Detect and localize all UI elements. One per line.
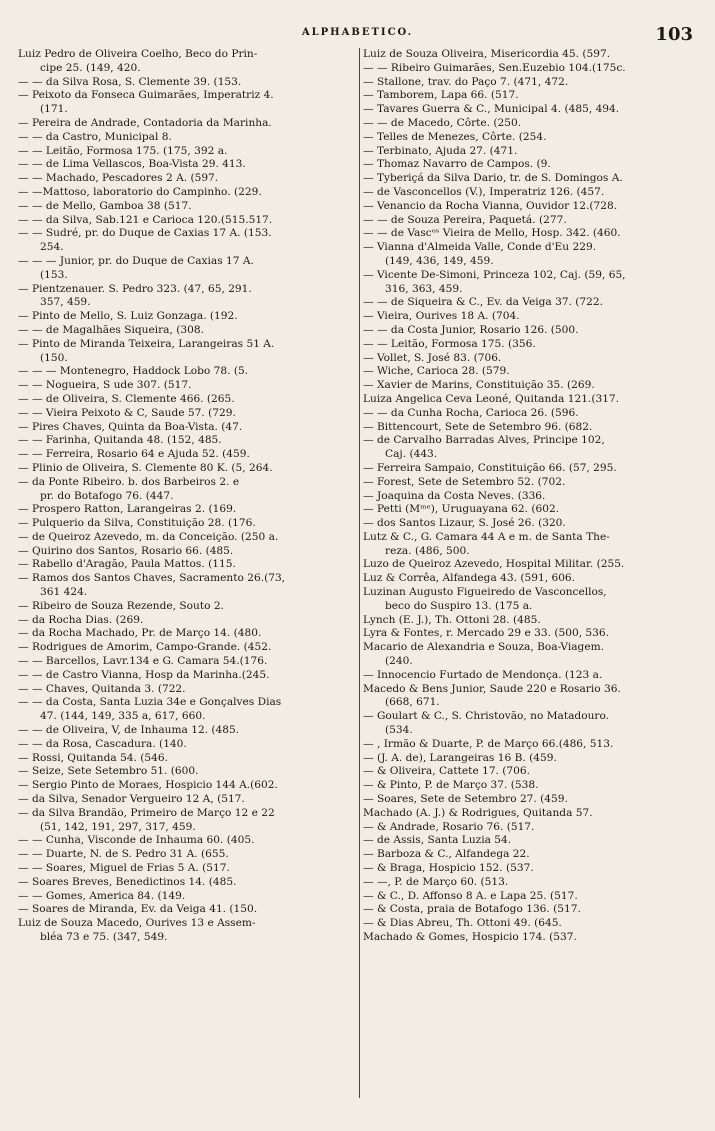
directory-entry-line: — — Ferreira, Rosario 64 e Ajuda 52. (459.: [18, 448, 250, 461]
directory-entry-line: — — — Junior, pr. do Duque de Caxias 17 A.: [18, 254, 254, 267]
directory-entry-line: — — Vieira Peixoto & C, Saude 57. (729.: [18, 406, 236, 419]
directory-entry-line: Luiza Angelica Ceva Leoné, Quitanda 121.(317.: [363, 392, 620, 405]
directory-entry-line: — Tamborem, Lapa 66. (517.: [363, 89, 519, 102]
directory-entry-line: — Pinto de Mello, S. Luiz Gonzaga. (192.: [18, 310, 238, 323]
directory-entry-line: — & Dias Abreu, Th. Ottoni 49. (645.: [363, 917, 562, 930]
directory-entry-line: Luiz de Souza Oliveira, Misericordia 45. (597.: [363, 48, 611, 60]
directory-entry-line: — Vianna d'Almeida Valle, Conde d'Eu 229.: [363, 241, 597, 254]
directory-entry-line: (150.: [40, 351, 68, 364]
directory-entry-line: — Thomaz Navarro de Campos. (9.: [363, 158, 551, 171]
directory-entry-line: Luiz Pedro de Oliveira Coelho, Beco do Prin-: [18, 48, 258, 60]
directory-entry-line: bléa 73 e 75. (347, 549.: [40, 931, 168, 943]
directory-entry-line: — — de Mello, Gamboa 38 (517.: [18, 199, 192, 212]
directory-entry-line: — Telles de Menezes, Côrte. (254.: [363, 130, 547, 143]
directory-entry-line: — da Rocha Dias. (269.: [18, 613, 144, 626]
directory-entry-line: — & Oliveira, Cattete 17. (706.: [363, 765, 531, 778]
directory-entry-line: pr. do Botafogo 76. (447.: [40, 489, 174, 502]
directory-entry-line: (153.: [40, 268, 68, 281]
directory-entry-line: Macario de Alexandria e Souza, Boa-Viagem.: [363, 641, 605, 654]
directory-entry-line: beco do Suspiro 13. (175 a.: [385, 599, 533, 612]
directory-entry-line: — , Irmão & Duarte, P. de Março 66.(486, 513.: [363, 737, 614, 750]
directory-entry-line: — —, P. de Março 60. (513.: [363, 875, 509, 888]
page-header: [0, 24, 715, 46]
directory-entry-line: Luzinan Augusto Figueiredo de Vasconcellos,: [363, 586, 607, 599]
directory-entry-line: Lutz & C., G. Camara 44 A e m. de Santa The-: [363, 530, 610, 543]
directory-entry-line: Lynch (E. J.), Th. Ottoni 28. (485.: [363, 613, 541, 626]
directory-entry-line: — — Sudré, pr. do Duque de Caxias 17 A. (153.: [18, 227, 272, 240]
directory-entry-line: — Terbinato, Ajuda 27. (471.: [363, 144, 518, 157]
directory-entry-line: — Xavier de Marins, Constituição 35. (269.: [363, 379, 595, 392]
directory-entry-line: — Soares Breves, Benedictinos 14. (485.: [18, 875, 237, 888]
directory-entry-line: — Ribeiro de Souza Rezende, Souto 2.: [18, 599, 224, 612]
directory-entry-line: — Vieira, Ourives 18 A. (704.: [363, 310, 520, 323]
directory-entry-line: 316, 363, 459.: [385, 282, 463, 295]
directory-entry-line: — & Braga, Hospicio 152. (537.: [363, 862, 534, 875]
directory-entry-line: — Bittencourt, Sete de Setembro 96. (682.: [363, 420, 593, 433]
directory-entry-line: — (J. A. de), Larangeiras 16 B. (459.: [363, 751, 557, 764]
directory-entry-line: — — de Vascᵒˢ Vieira de Mello, Hosp. 342. (460.: [363, 227, 621, 240]
directory-entry-line: (240.: [385, 655, 413, 668]
directory-entry-line: — Rabello d'Aragão, Paula Mattos. (115.: [18, 558, 236, 571]
directory-entry-line: — — da Rosa, Cascadura. (140.: [18, 737, 187, 750]
directory-entry-line: — Vollet, S. José 83. (706.: [363, 351, 502, 364]
directory-entry-line: — & Andrade, Rosario 76. (517.: [363, 820, 535, 833]
directory-entry-line: reza. (486, 500.: [385, 544, 470, 557]
directory-entry-line: — de Vasconcellos (V.), Imperatriz 126. (457.: [363, 185, 605, 198]
directory-entry-line: — — Chaves, Quitanda 3. (722.: [18, 682, 186, 695]
directory-entry-line: Caj. (443.: [385, 448, 438, 461]
page-number: 103: [655, 24, 693, 45]
directory-entry-line: — Prospero Ratton, Larangeiras 2. (169.: [18, 503, 237, 516]
directory-entry-line: — Pinto de Miranda Teixeira, Larangeiras 51 A.: [18, 337, 275, 350]
directory-entry-line: — Sergio Pinto de Moraes, Hospicio 144 A.(602.: [18, 779, 278, 792]
directory-entry-line: — Pientzenauer. S. Pedro 323. (47, 65, 291.: [18, 282, 252, 295]
directory-entry-line: — Seize, Sete Setembro 51. (600.: [18, 765, 199, 778]
directory-entry-line: — Stallone, trav. do Paço 7. (471, 472.: [363, 75, 569, 88]
directory-entry-line: 47. (144, 149, 335 a, 617, 660.: [40, 710, 206, 723]
directory-entry-line: — — Ribeiro Guimarães, Sen.Euzebio 104.(175c.: [363, 61, 626, 74]
directory-entry-line: — — Barcellos, Lavr.134 e G. Camara 54.(176.: [18, 655, 268, 668]
directory-entry-line: — — Farinha, Quitanda 48. (152, 485.: [18, 434, 222, 447]
directory-entry-line: — Goulart & C., S. Christovão, no Matadouro.: [363, 710, 610, 723]
directory-entry-line: — — Cunha, Visconde de Inhauma 60. (405.: [18, 834, 255, 847]
directory-entry-line: — — de Souza Pereira, Paquetá. (277.: [363, 213, 567, 226]
directory-entry-line: — Soares, Sete de Setembro 27. (459.: [363, 793, 568, 806]
directory-entry-line: — — da Costa, Santa Luzia 34e e Gonçalves Dias: [18, 696, 282, 709]
directory-entry-line: 254.: [40, 241, 64, 254]
directory-entry-line: — da Ponte Ribeiro. b. dos Barbeiros 2. e: [18, 475, 240, 488]
directory-entry-line: — Rodrigues de Amorim, Campo-Grande. (452.: [18, 641, 272, 654]
directory-entry-line: — — de Magalhães Siqueira, (308.: [18, 323, 204, 336]
directory-entry-line: — — Soares, Miguel de Frias 5 A. (517.: [18, 862, 230, 875]
directory-entry-line: — — de Lima Vellascos, Boa-Vista 29. 413.: [18, 158, 246, 171]
directory-entry-line: (534.: [385, 724, 413, 737]
running-title: ALPHABETICO.: [301, 27, 414, 38]
directory-entry-line: — Quirino dos Santos, Rosario 66. (485.: [18, 544, 234, 557]
directory-entry-line: — Ramos dos Santos Chaves, Sacramento 26.(73,: [18, 572, 286, 585]
directory-entry-line: — — de Macedo, Côrte. (250.: [363, 116, 522, 129]
directory-entry-line: — Vicente De-Simoni, Princeza 102, Caj. (59, 65,: [363, 268, 626, 281]
directory-entry-line: — & Pinto, P. de Março 37. (538.: [363, 779, 539, 792]
directory-entry-line: — Pires Chaves, Quinta da Boa-Vista. (47.: [18, 420, 243, 433]
directory-entry-line: — Innocencio Furtado de Mendonça. (123 a.: [363, 668, 603, 681]
directory-entry-line: — da Rocha Machado, Pr. de Março 14. (480.: [18, 627, 262, 640]
directory-entry-line: cipe 25. (149, 420.: [40, 61, 141, 74]
directory-entry-line: — Wiche, Carioca 28. (579.: [363, 365, 510, 378]
directory-entry-line: — Petti (Mᵐᵉ), Uruguayana 62. (602.: [363, 503, 560, 516]
directory-entry-line: — Rossi, Quitanda 54. (546.: [18, 751, 169, 764]
directory-entry-line: — Tavares Guerra & C., Municipal 4. (485, 494.: [363, 103, 620, 116]
directory-entry-line: — Joaquina da Costa Neves. (336.: [363, 489, 546, 502]
directory-entry-line: — Pulquerio da Silva, Constituição 28. (176.: [18, 517, 256, 530]
directory-entry-line: — Peixoto da Fonseca Guimarães, Imperatriz 4.: [18, 89, 274, 102]
directory-entry-line: — de Queiroz Azevedo, m. da Conceição. (250 a.: [18, 530, 279, 543]
directory-entry-line: 361 424.: [40, 586, 88, 599]
directory-entry-line: — — da Silva Rosa, S. Clemente 39. (153.: [18, 75, 242, 88]
directory-entry-line: — Tyberiçá da Silva Dario, tr. de S. Domingos A.: [363, 172, 623, 185]
directory-entry-line: Lyra & Fontes, r. Mercado 29 e 33. (500, 536.: [363, 627, 610, 640]
directory-entry-line: — — Nogueira, S ude 307. (517.: [18, 379, 192, 392]
directory-entry-line: — de Carvalho Barradas Alves, Principe 102,: [363, 434, 605, 447]
directory-entry-line: — & C., D. Affonso 8 A. e Lapa 25. (517.: [363, 889, 578, 902]
directory-entry-line: — — de Siqueira & C., Ev. da Veiga 37. (722.: [363, 296, 604, 309]
directory-entry-line: Luzo de Queiroz Azevedo, Hospital Militar. (255.: [363, 558, 625, 571]
directory-entry-line: — — da Cunha Rocha, Carioca 26. (596.: [363, 406, 579, 419]
directory-entry-line: (171.: [40, 103, 68, 116]
directory-entry-line: — — de Castro Vianna, Hosp da Marinha.(245.: [18, 668, 270, 681]
directory-entry-line: — de Assis, Santa Luzia 54.: [363, 834, 512, 847]
directory-entry-line: — Soares de Miranda, Ev. da Veiga 41. (150.: [18, 903, 258, 916]
directory-entry-line: — Barboza & C., Alfandega 22.: [363, 848, 530, 861]
directory-entry-line: Luiz de Souza Macedo, Ourives 13 e Assem-: [18, 917, 256, 930]
directory-entry-line: — — da Silva, Sab.121 e Carioca 120.(515.517.: [18, 213, 273, 226]
directory-entry-line: — & Costa, praia de Botafogo 136. (517.: [363, 903, 581, 916]
directory-entry-line: — — de Oliveira, S. Clemente 466. (265.: [18, 392, 235, 405]
directory-entry-line: Luz & Corrêa, Alfandega 43. (591, 606.: [363, 572, 576, 585]
directory-entry-line: — Venancio da Rocha Vianna, Ouvidor 12.(728.: [363, 199, 618, 212]
directory-entry-line: — dos Santos Lizaur, S. José 26. (320.: [363, 517, 566, 530]
directory-entry-line: — — de Oliveira, V, de Inhauma 12. (485.: [18, 724, 240, 737]
directory-entry-line: 357, 459.: [40, 296, 91, 309]
directory-entry-line: — Pereira de Andrade, Contadoria da Marinha.: [18, 116, 272, 129]
directory-entry-line: Machado (A. J.) & Rodrigues, Quitanda 57.: [363, 806, 593, 819]
directory-entry-line: — — Duarte, N. de S. Pedro 31 A. (655.: [18, 848, 229, 861]
directory-entry-line: — — Machado, Pescadores 2 A. (597.: [18, 172, 219, 185]
right-column: [363, 48, 703, 1108]
directory-entry-line: (668, 671.: [385, 696, 440, 709]
directory-entry-line: — Forest, Sete de Setembro 52. (702.: [363, 475, 566, 488]
directory-entry-line: — Plinio de Oliveira, S. Clemente 80 K. (5, 264.: [18, 461, 273, 474]
directory-entry-line: Machado & Gomes, Hospicio 174. (537.: [363, 931, 577, 943]
directory-entry-line: — — — Montenegro, Haddock Lobo 78. (5.: [18, 365, 249, 378]
directory-entry-line: (149, 436, 149, 459.: [385, 254, 494, 267]
directory-entry-line: (51, 142, 191, 297, 317, 459.: [40, 820, 196, 833]
directory-entry-line: Macedo & Bens Junior, Saude 220 e Rosario 36.: [363, 682, 621, 695]
directory-entry-line: — — da Costa Junior, Rosario 126. (500.: [363, 323, 579, 336]
directory-entry-line: — — Gomes, America 84. (149.: [18, 889, 186, 902]
directory-entry-line: — Ferreira Sampaio, Constituição 66. (57, 295.: [363, 461, 617, 474]
directory-entry-line: — —Mattoso, laboratorio do Campinho. (229.: [18, 185, 262, 198]
directory-entry-line: — da Silva, Senador Vergueiro 12 A, (517.: [18, 793, 245, 806]
directory-entry-line: — — Leitão, Formosa 175. (175, 392 a.: [18, 144, 228, 157]
left-column: [18, 48, 357, 1108]
directory-entry-line: — — Leitão, Formosa 175. (356.: [363, 337, 536, 350]
directory-entry-line: — — da Castro, Municipal 8.: [18, 130, 172, 143]
column-divider: [359, 48, 360, 1098]
directory-entry-line: — da Silva Brandão, Primeiro de Março 12 e 22: [18, 806, 275, 819]
